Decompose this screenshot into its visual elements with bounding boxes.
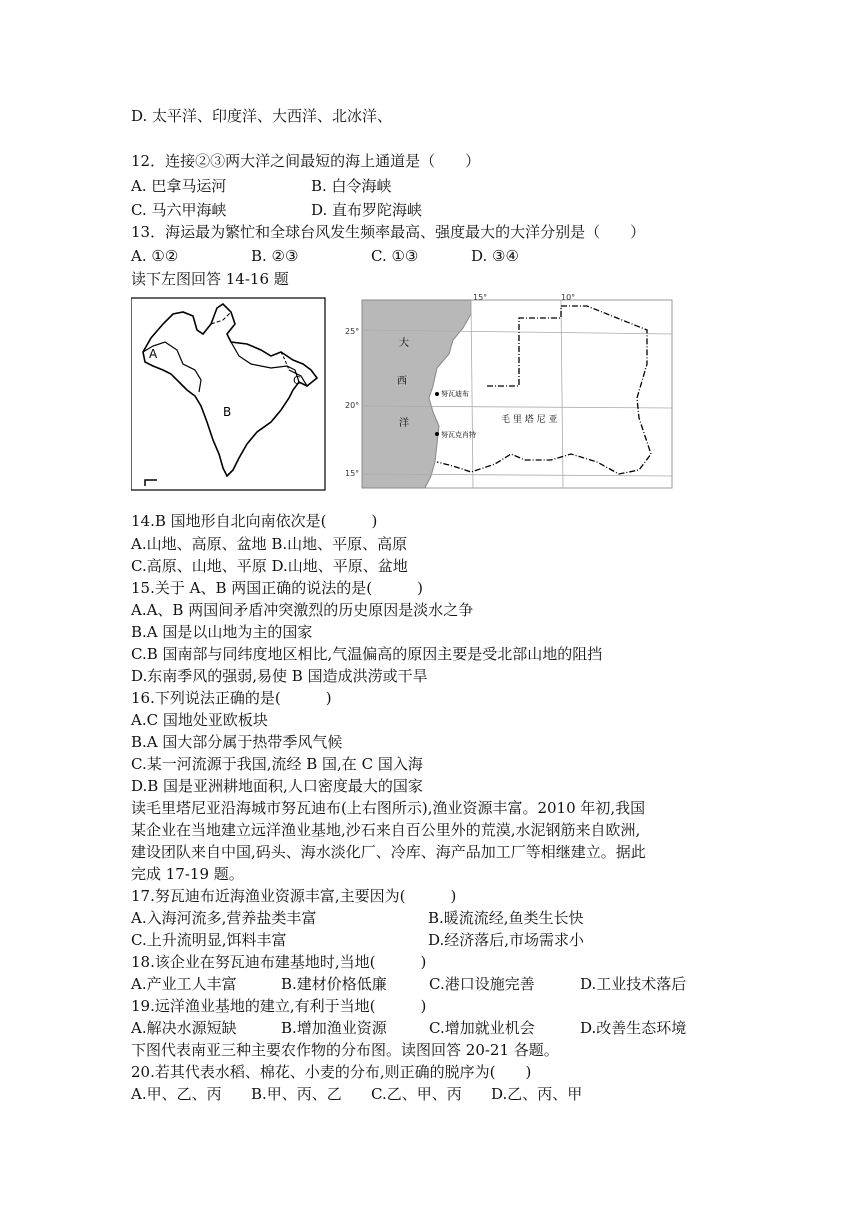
mauritania-map [345,294,672,488]
question-20: 20.若其代表水稻、棉花、小麦的分布,则正确的脱序为( ) [131,1063,532,1081]
city-dot-nouadhibou [435,392,439,396]
q18-option-c: C.港口设施完善 [429,975,535,993]
passage-line-3: 建设团队来自中国,码头、海水淡化厂、冷库、海产品加工厂等相继建立。据此 [131,843,646,861]
q13-option-a: A. ①② [131,247,179,265]
q15-option-d: D.东南季风的强弱,易使 B 国造成洪涝或干旱 [131,667,428,685]
q16-option-d: D.B 国是亚洲耕地面积,人口密度最大的国家 [131,777,423,795]
q15-option-b: B.A 国是以山地为主的国家 [131,623,313,641]
question-17: 17.努瓦迪布近海渔业资源丰富,主要因为( ) [131,887,457,905]
q20-option-d: D.乙、丙、甲 [491,1085,583,1103]
lon-15-label: 15° [473,294,488,302]
q14-options-cd: C.高原、山地、平原 D.山地、平原、盆地 [131,557,408,575]
city-nouadhibou: 努瓦迪布 [441,390,469,398]
q19-option-c: C.增加就业机会 [429,1019,535,1037]
q18-option-d: D.工业技术落后 [580,975,687,993]
q19-option-d: D.改善生态环境 [580,1019,687,1037]
line-d-oceans: D. 太平洋、印度洋、大西洋、北冰洋、 [131,107,393,125]
q17-option-a: A.入海河流多,营养盐类丰富 [131,909,317,927]
label-a: A [149,347,158,361]
passage-line-2: 某企业在当地建立远洋渔业基地,沙石来自百公里外的荒漠,水泥钢筋来自欧洲, [131,821,641,839]
ocean-label-2: 西 [397,376,407,387]
q12-option-a: A. 巴拿马运河 [131,177,227,195]
q12-option-b: B. 白令海峡 [311,177,392,195]
q12-option-d: D. 直布罗陀海峡 [311,201,423,219]
lat-20-label: 20° [345,401,360,410]
passage-line-4: 完成 17-19 题。 [131,865,244,883]
read-instruction-14-16: 读下左图回答 14-16 题 [131,270,289,288]
label-c: C [293,374,301,387]
question-13: 13．海运最为繁忙和全球台风发生频率最高、强度最大的大洋分别是（ ） [131,223,646,241]
question-14: 14.B 国地形自北向南依次是( ) [131,512,378,530]
south-asia-map [131,298,325,490]
q19-option-a: A.解决水源短缺 [131,1019,237,1037]
question-16: 16.下列说法正确的是( ) [131,689,332,707]
read-instruction-20-21: 下图代表南亚三种主要农作物的分布图。读图回答 20-21 各题。 [131,1041,559,1059]
q17-option-b: B.暖流流经,鱼类生长快 [428,909,584,927]
q15-option-a: A.A、B 两国间矛盾冲突激烈的历史原因是淡水之争 [131,601,474,619]
country-label: 毛 里 塔 尼 亚 [501,415,558,425]
lat-25-label: 25° [345,327,360,336]
q13-option-d: D. ③④ [471,247,519,265]
q18-option-b: B.建材价格低廉 [281,975,387,993]
question-12: 12．连接②③两大洋之间最短的海上通道是（ ） [131,152,481,170]
q16-option-c: C.某一河流源于我国,流经 B 国,在 C 国入海 [131,755,423,773]
q14-options-ab: A.山地、高原、盆地 B.山地、平原、高原 [131,535,408,553]
question-15: 15.关于 A、B 两国正确的说法的是( ) [131,579,423,597]
q19-option-b: B.增加渔业资源 [281,1019,387,1037]
question-18: 18.该企业在努瓦迪布建基地时,当地( ) [131,953,427,971]
q18-option-a: A.产业工人丰富 [131,975,237,993]
lat-15-label: 15° [345,469,360,478]
ocean-label-3: 洋 [399,418,409,429]
q15-option-c: C.B 国南部与同纬度地区相比,气温偏高的原因主要是受北部山地的阻挡 [131,645,603,663]
q17-option-c: C.上升流明显,饵料丰富 [131,931,287,949]
q20-option-b: B.甲、丙、乙 [251,1085,342,1103]
lon-10-label: 10° [561,294,576,302]
q20-option-c: C.乙、甲、丙 [371,1085,462,1103]
ocean-label-1: 大 [399,338,409,349]
q13-option-b: B. ②③ [251,247,299,265]
maps-svg [131,294,681,494]
city-nouakchott: 努瓦克肖特 [441,431,476,439]
q20-option-a: A.甲、乙、丙 [131,1085,222,1103]
q16-option-a: A.C 国地处亚欧板块 [131,711,268,729]
q17-option-d: D.经济落后,市场需求小 [428,931,585,949]
label-b: B [223,405,232,419]
question-19: 19.远洋渔业基地的建立,有利于当地( ) [131,997,427,1015]
city-dot-nouakchott [435,432,439,436]
q13-option-c: C. ①③ [371,247,419,265]
passage-line-1: 读毛里塔尼亚沿海城市努瓦迪布(上右图所示),渔业资源丰富。2010 年初,我国 [131,799,646,817]
maps-figure [131,294,681,498]
q12-option-c: C. 马六甲海峡 [131,201,227,219]
q16-option-b: B.A 国大部分属于热带季风气候 [131,733,343,751]
